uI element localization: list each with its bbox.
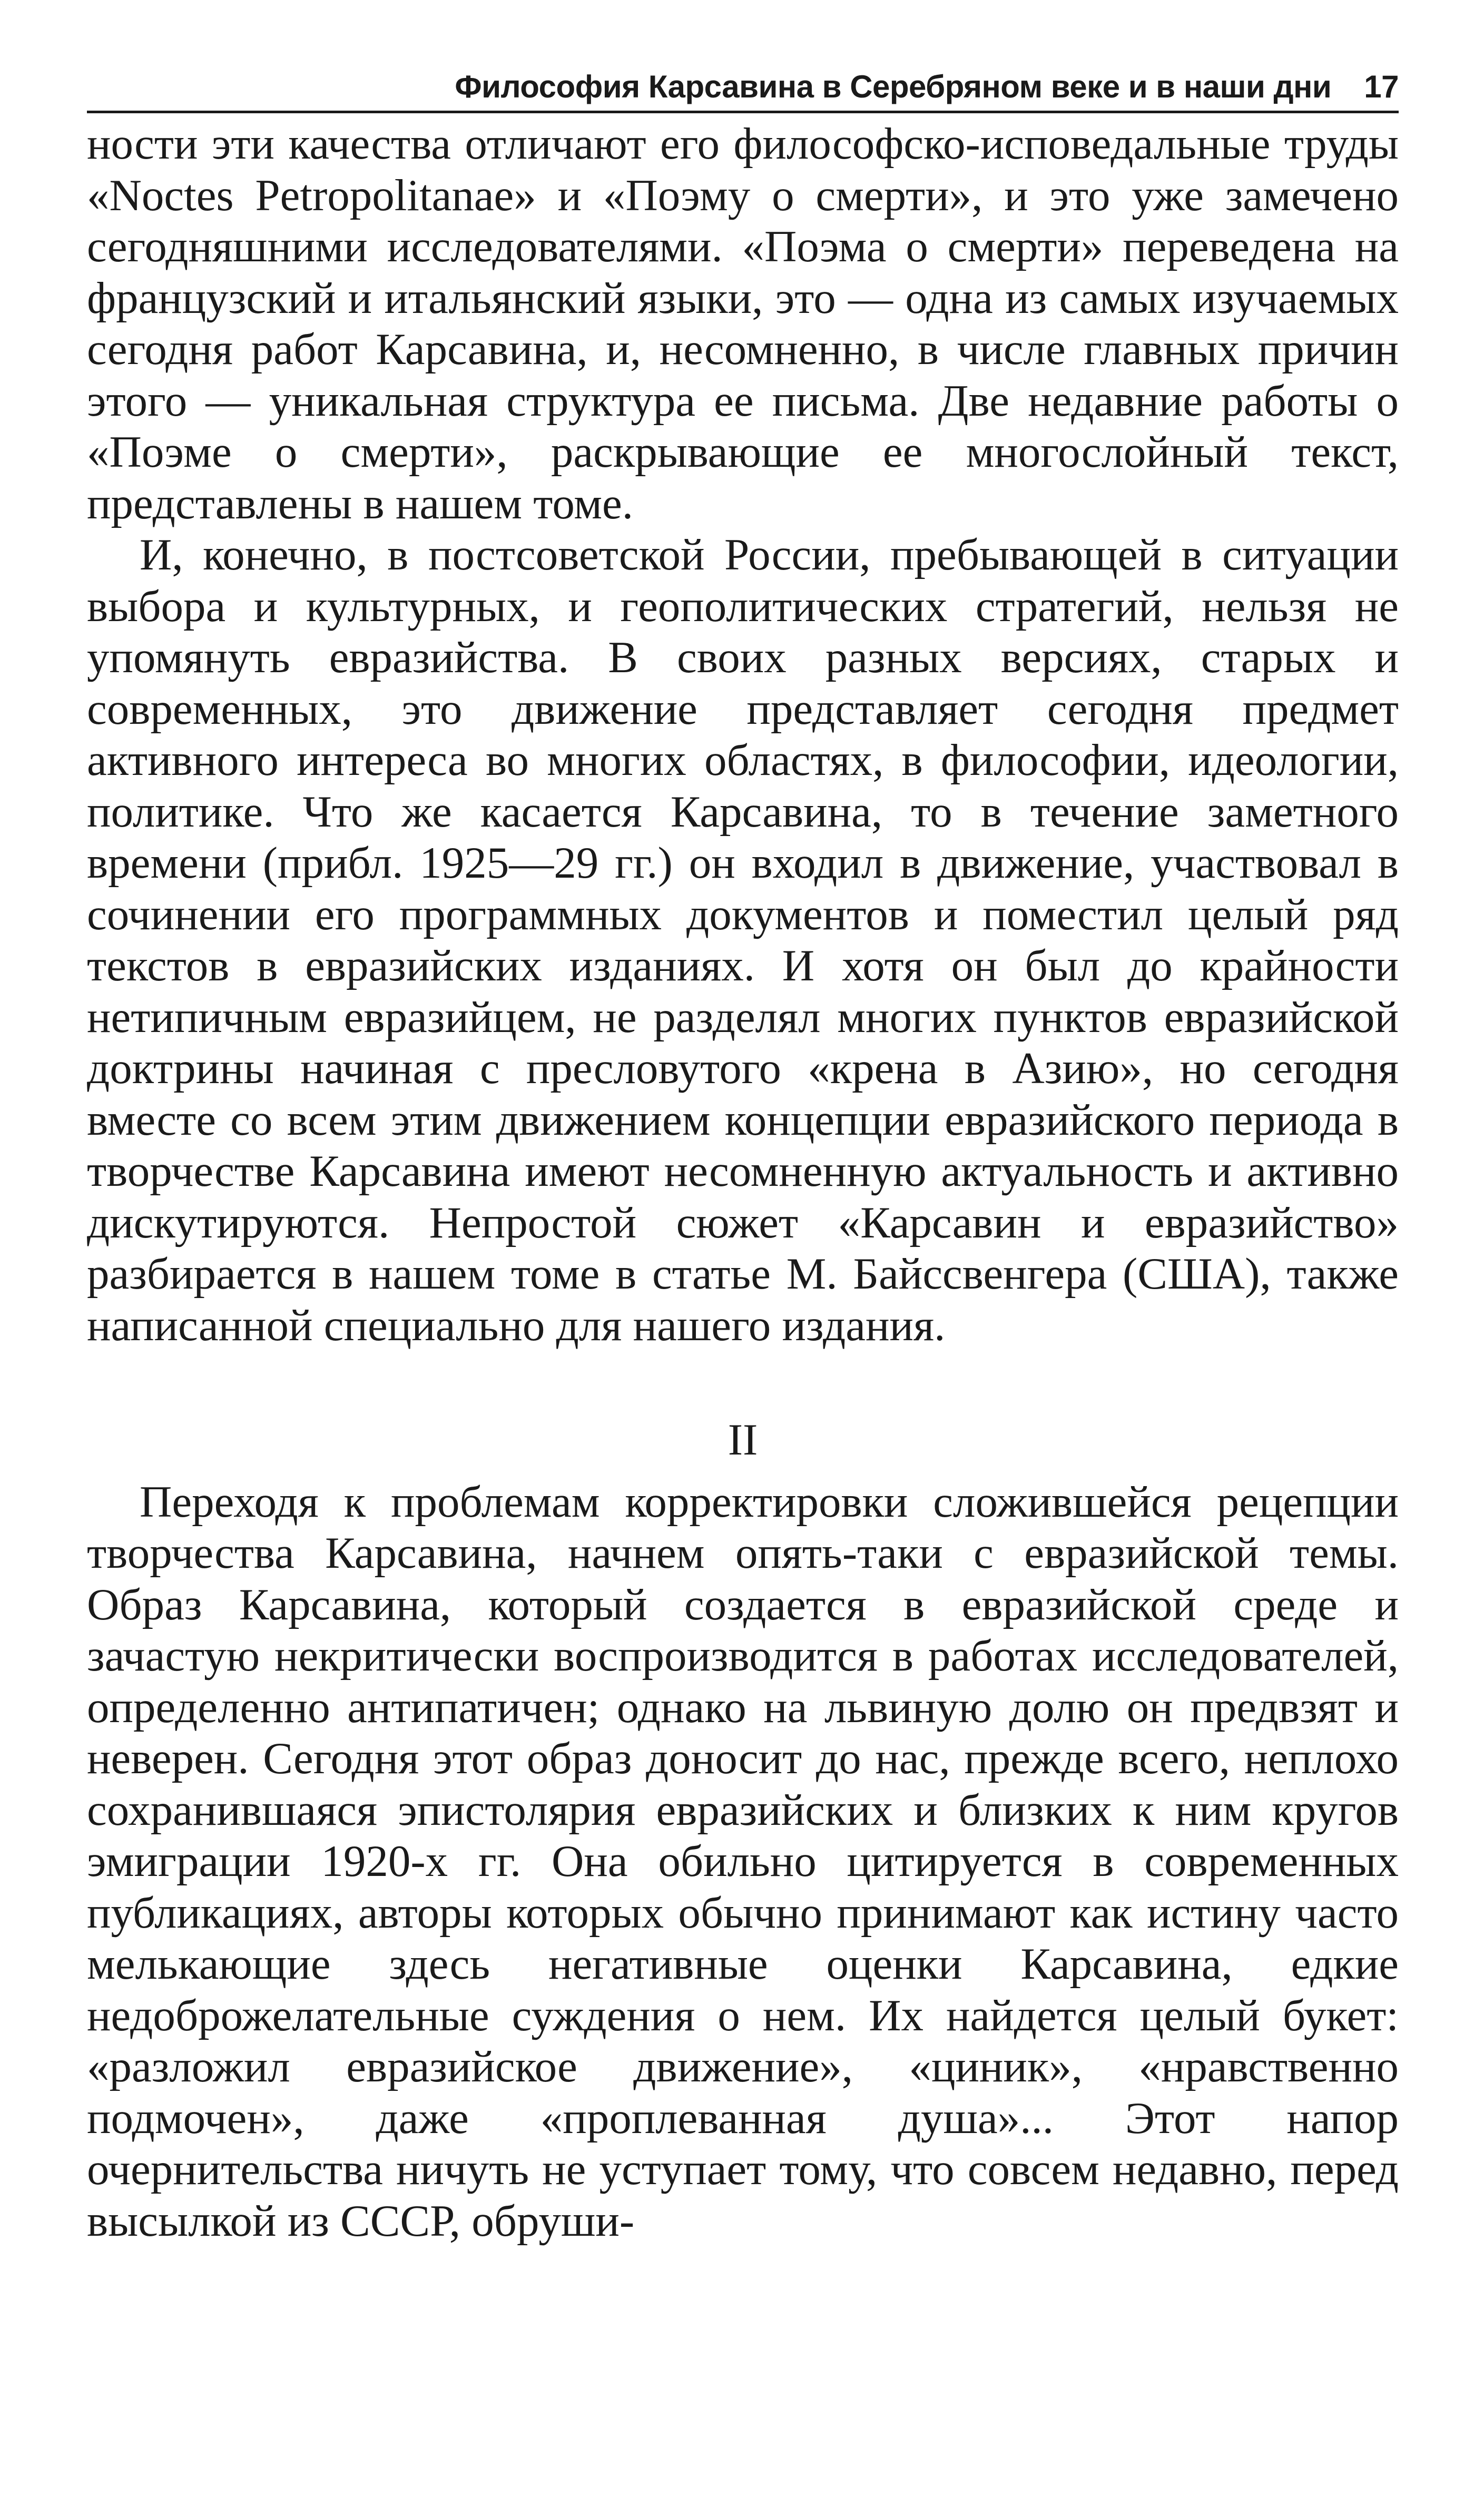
book-page xyxy=(87,68,1399,2247)
running-header xyxy=(87,68,1399,113)
paragraph-section-two: Переходя к проблемам корректировки сложившейся рецепции творчества Карсавина, начнем опять-таки с евразийской темы. Образ Карсавина, который создается в евразийской среде и зачастую некритически воспроизводится в работах исследователей, определенно антипатичен; однако на львиную долю он предвзят и неверен. Сегодня этот образ доносит до нас, прежде всего, неплохо сохранившаяся эпистолярия евразийских и близких к ним кругов эмиграции 1920-х гг. Она обильно цитируется в современных публикациях, авторы которых обычно принимают как истину часто мелькающие здесь негативные оценки Карсавина, едкие недоброжелательные суждения о нем. Их найдется целый букет: «разложил евразийское движение», «циник», «нравственно подмочен», даже «проплеванная душа»... Этот напор очернительства ничуть не уступает тому, что совсем недавно, перед высылкой из СССР, обруши- xyxy=(87,1477,1399,2246)
paragraph-eurasianism: И, конечно, в постсоветской России, пребывающей в ситуации выбора и культурных, и геополитических стратегий, нельзя не упомянуть евразийства. В своих разных версиях, старых и современных, это движение представляет сегодня предмет активного интереса во многих областях, в философии, идеологии, политике. Что же касается Карсавина, то в течение заметного времени (прибл. 1925—29 гг.) он входил в движение, участвовал в сочинении его программных документов и поместил целый ряд текстов в евразийских изданиях. И хотя он был до крайности нетипичным евразийцем, не разделял многих пунктов евразийской доктрины начиная с пресловутого «крена в Азию», но сегодня вместе со всем этим движением концепции евразийского периода в творчестве Карсавина имеют несомненную актуальность и активно дискутируются. Непростой сюжет «Карсавин и евразийство» разбирается в нашем томе в статье М. Байссвенгера (США), также написанной специально для нашего издания. xyxy=(87,530,1399,1350)
page-number: 17 xyxy=(1364,69,1399,104)
paragraph-continuation: ности эти качества отличают его философско-исповедальные труды «Noctes Petropolitanae» и «Поэму о смерти», и это уже замечено сегодняшними исследователями. «Поэма о смерти» переведена на французский и итальянский языки, это — одна из самых изучаемых сегодня работ Карсавина, и, несомненно, в числе главных причин этого — уникальная структура ее письма. Две недавние работы о «Поэме о смерти», раскрывающие ее многослойный текст, представлены в нашем томе. xyxy=(87,119,1399,528)
section-heading: II xyxy=(728,1415,758,1465)
body-text xyxy=(87,119,1399,2247)
running-header-title: Философия Карсавина в Серебряном веке и в наши дни xyxy=(455,69,1332,104)
